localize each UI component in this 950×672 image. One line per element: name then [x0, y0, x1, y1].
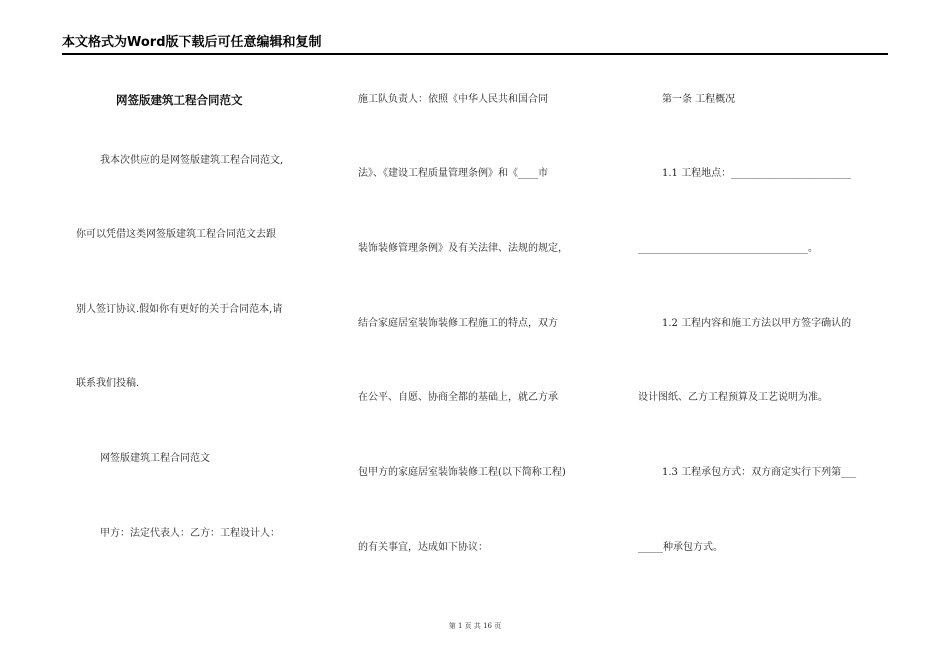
clause-line: _____种承包方式。	[638, 542, 723, 553]
paragraph-line: 别人签订协议.假如你有更好的关于合同范本,请	[76, 304, 283, 315]
text-column-2	[358, 0, 608, 672]
text-column-3	[638, 0, 890, 672]
paragraph-line: 施工队负责人：依照《中华人民共和国合同	[358, 94, 548, 105]
clause-line: 1.2 工程内容和施工方法以甲方签字确认的	[662, 318, 852, 329]
paragraph-line: 在公平、自愿、协商全都的基础上，就乙方承	[358, 392, 558, 403]
header-text: 本文格式为Word版下载后可任意编辑和复制	[62, 35, 322, 50]
paragraph-line: 法》、《建设工程质量管理条例》和《____市	[358, 168, 548, 179]
article-heading: 第一条 工程概况	[662, 94, 736, 105]
paragraph-line: 我本次供应的是网签版建筑工程合同范文,	[100, 155, 284, 166]
clause-line: 1.1 工程地点：________________________	[662, 168, 852, 179]
page-number: 第 1 页 共 16 页	[448, 622, 502, 630]
document-title: 网签版建筑工程合同范文	[116, 93, 243, 107]
clause-line: 1.3 工程承包方式：双方商定实行下列第___	[662, 467, 857, 478]
paragraph-line: 你可以凭借这类网签版建筑工程合同范文去跟	[76, 229, 276, 240]
clause-line: 设计图纸、乙方工程预算及工艺说明为准。	[638, 392, 828, 403]
clause-line: __________________________________。	[638, 243, 818, 254]
text-column-1	[76, 0, 326, 672]
section-heading: 网签版建筑工程合同范文	[100, 453, 210, 464]
parties-line: 甲方：法定代表人：乙方：工程设计人：	[100, 528, 280, 539]
paragraph-line: 装饰装修管理条例》及有关法律、法规的规定，	[358, 243, 568, 254]
paragraph-line: 联系我们投稿.	[76, 378, 140, 389]
paragraph-line: 结合家庭居室装饰装修工程施工的特点，双方	[358, 318, 558, 329]
paragraph-line: 包甲方的家庭居室装饰装修工程(以下简称工程)	[358, 467, 566, 478]
paragraph-line: 的有关事宜，达成如下协议：	[358, 542, 488, 553]
